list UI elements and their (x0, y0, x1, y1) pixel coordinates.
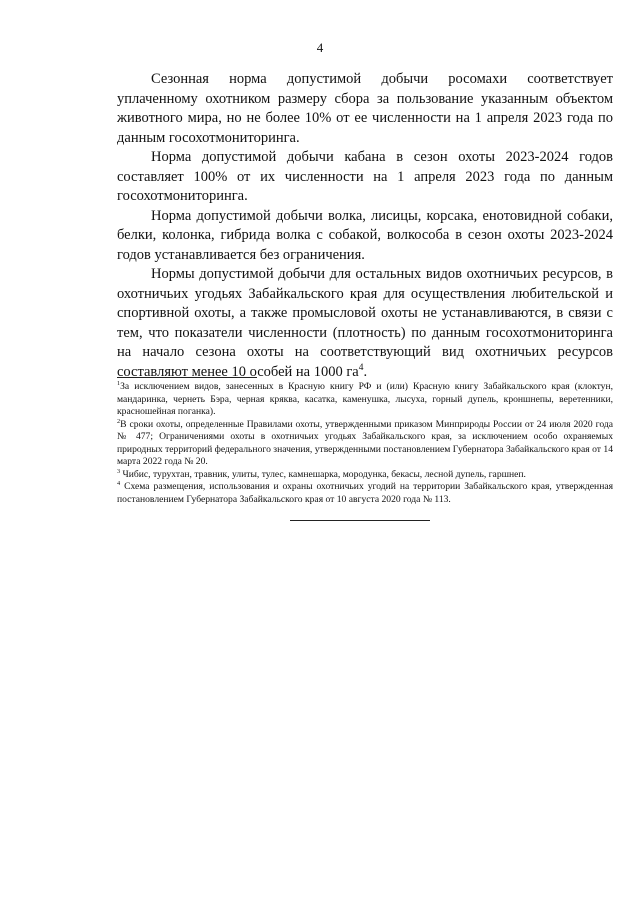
footnote-1-mark: 1 (117, 379, 121, 387)
page-number: 4 (316, 40, 324, 55)
paragraph-other-species (117, 265, 613, 382)
footnote-2-mark: 2 (117, 417, 121, 425)
footnote-1 (117, 381, 613, 419)
footnote-3-mark: 3 (117, 467, 121, 475)
paragraph-unlimited-species: Норма допустимой добычи волка, лисицы, корсака, енотовидной собаки, белки, колонка, гибрида волка с собакой, волкособа в сезон охоты 2023-2024 годов устанавливается без ограничения. (117, 207, 613, 263)
footnote-1-text: За исключением видов, занесенных в Красную книгу РФ и (или) Красную книгу Забайкальского края (клоктун, мандаринка, чернеть Бэра, черная кряква, касатка, каменушка, лысуха, горный дупель, кроншнепы, веретенники, красношейная поганка). (117, 381, 613, 417)
paragraph-other-species-text: Нормы допустимой добычи для остальных видов охотничьих ресурсов, в охотничьих угодьях Забайкальского края для осуществления любительской и спортивной охоты, а также промысловой охоты не устанавливаются, в связи с тем, что показатели численности (плотность) по данным госохотмониторинга на начало сезона охоты на соответствующий вид охотничьих ресурсов составляют менее 10 особей на 1000 га (117, 266, 613, 380)
footnote-2 (117, 419, 613, 469)
paragraph-other-species-tail: . (363, 363, 368, 380)
main-text (117, 70, 613, 382)
end-separator (290, 520, 430, 521)
footnote-3-text: Чибис, турухтан, травник, улиты, тулес, камнешарка, мородунка, бекасы, лесной дупель, гаршнеп. (120, 468, 526, 480)
footnote-4-text: Схема размещения, использования и охраны охотничьих угодий на территории Забайкальского края, утвержденная постановлением Губернатора Забайкальского края от 10 августа 2020 года № 113. (117, 481, 613, 505)
footnote-2-text: В сроки охоты, определенные Правилами охоты, утвержденными приказом Минприроды России от 24 июля 2020 года № 477; Ограничениями охоты в охотничьих угодьях Забайкальского края, за исключением особо охраняемых природных территорий федерального значения, утвержденными постановлением Губернатора Забайкальского края от 14 марта 2022 года № 20. (117, 418, 613, 467)
footnote-separator (117, 377, 257, 378)
footnotes (117, 381, 613, 506)
footnote-4-mark: 4 (117, 479, 121, 487)
paragraph-boar-norm: Норма допустимой добычи кабана в сезон охоты 2023-2024 годов составляет 100% от их численности на 1 апреля 2023 года по данным госохотмониторинга. (117, 149, 613, 204)
footnote-ref-4: 4 (358, 362, 364, 373)
footnote-3 (117, 469, 613, 482)
paragraph-wolverine-norm: Сезонная норма допустимой добычи росомахи соответствует уплаченному охотником размеру сбора за пользование указанным объектом животного мира, но не более 10% от ее численности на 1 апреля 2023 года по данным госохотмониторинга. (117, 71, 613, 146)
footnote-4 (117, 481, 613, 506)
